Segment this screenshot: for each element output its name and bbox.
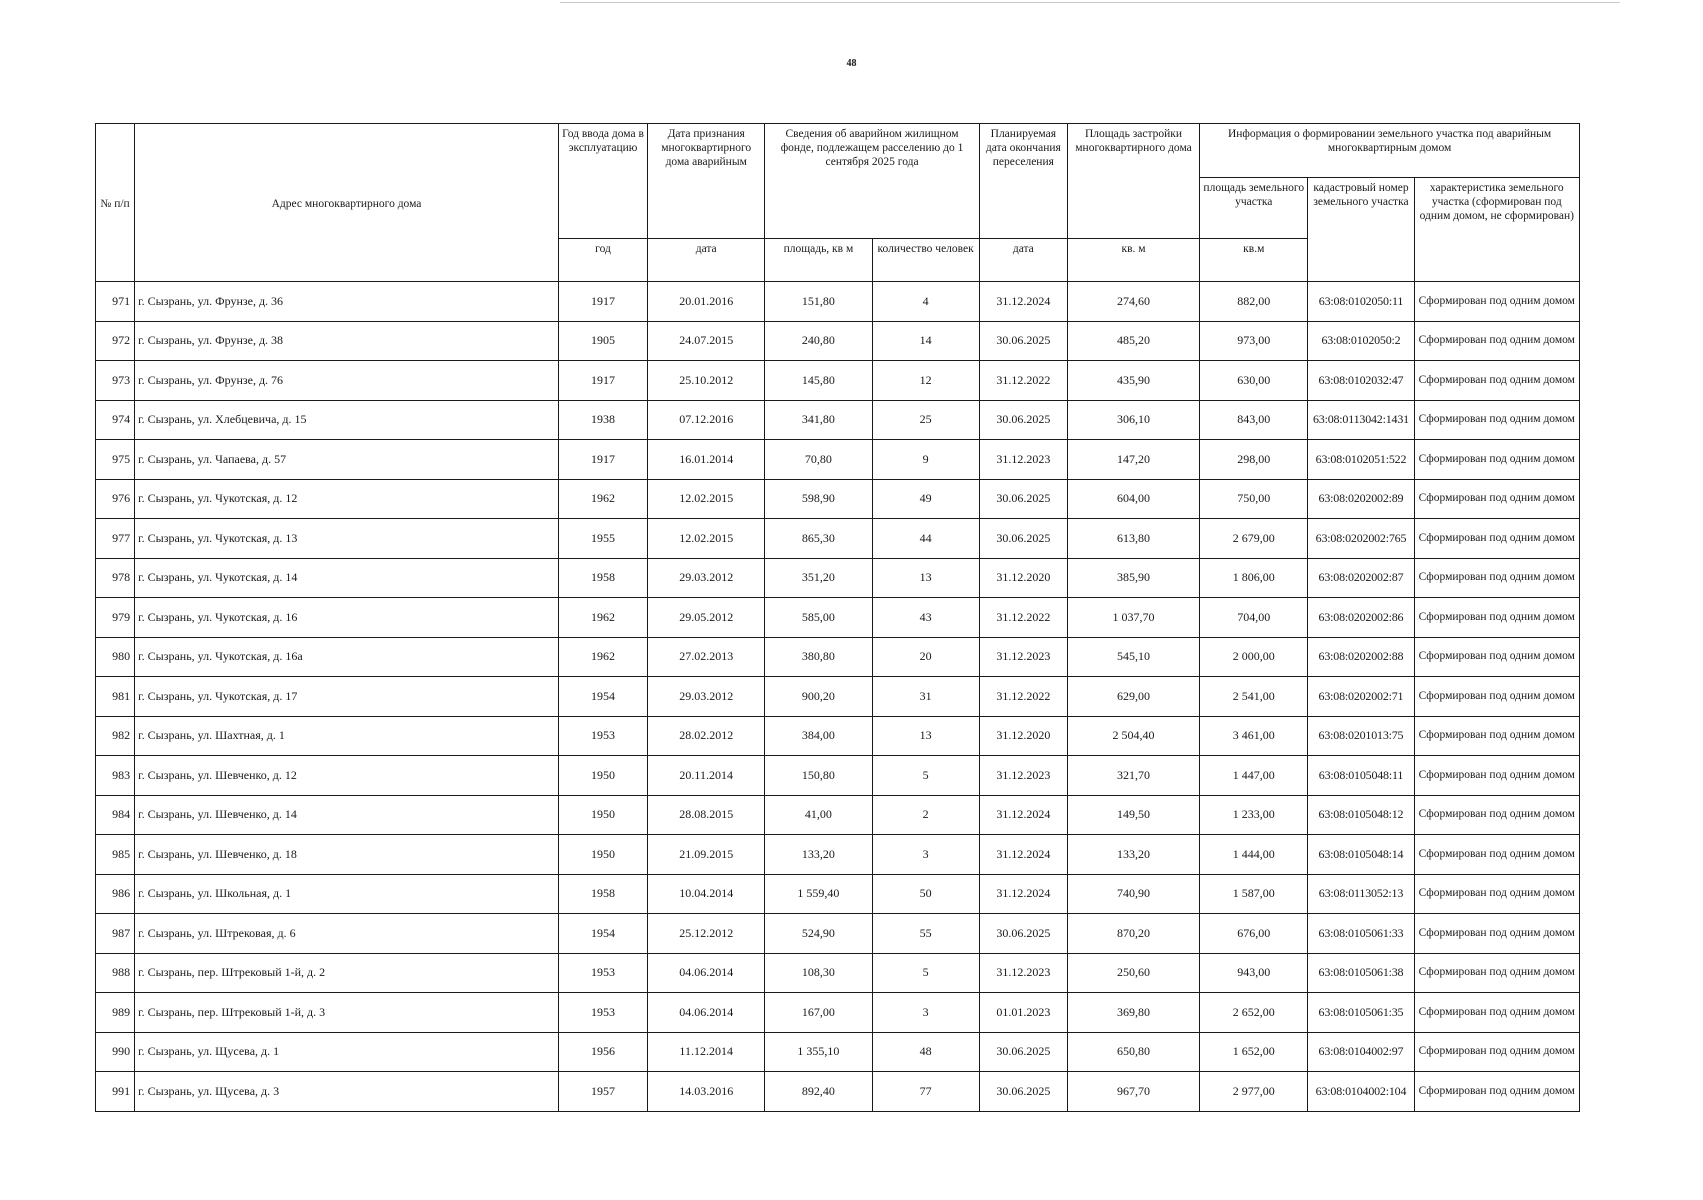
cell-planned: 31.12.2022 (979, 598, 1067, 638)
cell-year: 1953 (558, 716, 647, 756)
header-fund: Сведения об аварийном жилищном фонде, подлежащем расселению до 1 сентября 2025 года (765, 124, 979, 239)
cell-num: 990 (96, 1032, 135, 1072)
cell-num: 976 (96, 479, 135, 519)
cell-building-area: 147,20 (1067, 440, 1199, 480)
cell-land-area: 630,00 (1200, 361, 1308, 401)
cell-num: 991 (96, 1072, 135, 1112)
cell-building-area: 133,20 (1067, 835, 1199, 875)
cell-planned: 31.12.2024 (979, 795, 1067, 835)
cell-planned: 30.06.2025 (979, 519, 1067, 559)
cell-building-area: 1 037,70 (1067, 598, 1199, 638)
cell-recognized: 04.06.2014 (648, 993, 765, 1033)
cell-people: 25 (872, 400, 979, 440)
cell-people: 77 (872, 1072, 979, 1112)
cell-address: г. Сызрань, ул. Фрунзе, д. 38 (135, 321, 559, 361)
cell-characteristic: Сформирован под одним домом (1414, 1072, 1579, 1112)
cell-area: 167,00 (765, 993, 872, 1033)
cell-address: г. Сызрань, ул. Чукотская, д. 14 (135, 558, 559, 598)
cell-people: 13 (872, 716, 979, 756)
unit-year: год (558, 239, 647, 282)
table-row (96, 1032, 1580, 1072)
cell-characteristic: Сформирован под одним домом (1414, 282, 1579, 322)
cell-land-area: 2 000,00 (1200, 637, 1308, 677)
cell-address: г. Сызрань, ул. Шевченко, д. 18 (135, 835, 559, 875)
cell-area: 133,20 (765, 835, 872, 875)
table-row (96, 993, 1580, 1033)
cell-people: 5 (872, 756, 979, 796)
cell-year: 1950 (558, 835, 647, 875)
table-row (96, 282, 1580, 322)
table-row (96, 756, 1580, 796)
cell-planned: 31.12.2022 (979, 677, 1067, 717)
cell-people: 12 (872, 361, 979, 401)
cell-characteristic: Сформирован под одним домом (1414, 479, 1579, 519)
cell-recognized: 25.10.2012 (648, 361, 765, 401)
cell-year: 1954 (558, 677, 647, 717)
cell-building-area: 149,50 (1067, 795, 1199, 835)
cell-building-area: 740,90 (1067, 874, 1199, 914)
cell-num: 981 (96, 677, 135, 717)
cell-recognized: 16.01.2014 (648, 440, 765, 480)
cell-characteristic: Сформирован под одним домом (1414, 558, 1579, 598)
cell-year: 1958 (558, 874, 647, 914)
cell-planned: 30.06.2025 (979, 1072, 1067, 1112)
cell-cadastral: 63:08:0202002:86 (1308, 598, 1414, 638)
table-row (96, 874, 1580, 914)
cell-planned: 30.06.2025 (979, 1032, 1067, 1072)
cell-characteristic: Сформирован под одним домом (1414, 321, 1579, 361)
cell-cadastral: 63:08:0104002:104 (1308, 1072, 1414, 1112)
cell-year: 1955 (558, 519, 647, 559)
cell-year: 1962 (558, 598, 647, 638)
cell-num: 987 (96, 914, 135, 954)
cell-characteristic: Сформирован под одним домом (1414, 993, 1579, 1033)
cell-land-area: 298,00 (1200, 440, 1308, 480)
cell-people: 2 (872, 795, 979, 835)
cell-people: 31 (872, 677, 979, 717)
unit-land-area: кв.м (1200, 239, 1308, 282)
cell-cadastral: 63:08:0102051:522 (1308, 440, 1414, 480)
cell-num: 984 (96, 795, 135, 835)
cell-num: 985 (96, 835, 135, 875)
cell-recognized: 28.02.2012 (648, 716, 765, 756)
cell-recognized: 29.05.2012 (648, 598, 765, 638)
cell-cadastral: 63:08:0202002:89 (1308, 479, 1414, 519)
cell-recognized: 10.04.2014 (648, 874, 765, 914)
unit-recognition-date: дата (648, 239, 765, 282)
cell-year: 1917 (558, 282, 647, 322)
cell-cadastral: 63:08:0201013:75 (1308, 716, 1414, 756)
cell-address: г. Сызрань, ул. Чукотская, д. 17 (135, 677, 559, 717)
scan-edge-line (560, 2, 1620, 3)
cell-recognized: 27.02.2013 (648, 637, 765, 677)
cell-characteristic: Сформирован под одним домом (1414, 874, 1579, 914)
table-body (96, 282, 1580, 1112)
cell-building-area: 385,90 (1067, 558, 1199, 598)
cell-people: 5 (872, 953, 979, 993)
cell-recognized: 20.01.2016 (648, 282, 765, 322)
cell-building-area: 485,20 (1067, 321, 1199, 361)
cell-land-area: 750,00 (1200, 479, 1308, 519)
cell-area: 70,80 (765, 440, 872, 480)
cell-year: 1905 (558, 321, 647, 361)
cell-address: г. Сызрань, ул. Чапаева, д. 57 (135, 440, 559, 480)
cell-land-area: 843,00 (1200, 400, 1308, 440)
cell-address: г. Сызрань, ул. Шевченко, д. 14 (135, 795, 559, 835)
cell-year: 1958 (558, 558, 647, 598)
cell-planned: 31.12.2023 (979, 637, 1067, 677)
cell-year: 1917 (558, 440, 647, 480)
cell-land-area: 2 652,00 (1200, 993, 1308, 1033)
cell-building-area: 613,80 (1067, 519, 1199, 559)
cell-address: г. Сызрань, пер. Штрековый 1-й, д. 3 (135, 993, 559, 1033)
cell-land-area: 1 806,00 (1200, 558, 1308, 598)
unit-planned-date: дата (979, 239, 1067, 282)
cell-planned: 01.01.2023 (979, 993, 1067, 1033)
unit-building-area: кв. м (1067, 239, 1199, 282)
cell-area: 900,20 (765, 677, 872, 717)
cell-people: 20 (872, 637, 979, 677)
cell-year: 1962 (558, 637, 647, 677)
cell-planned: 31.12.2020 (979, 558, 1067, 598)
cell-recognized: 04.06.2014 (648, 953, 765, 993)
cell-area: 151,80 (765, 282, 872, 322)
cell-num: 972 (96, 321, 135, 361)
cell-building-area: 2 504,40 (1067, 716, 1199, 756)
cell-num: 979 (96, 598, 135, 638)
cell-characteristic: Сформирован под одним домом (1414, 756, 1579, 796)
cell-cadastral: 63:08:0113042:1431 (1308, 400, 1414, 440)
header-num: № п/п (96, 124, 135, 282)
header-land-info: Информация о формировании земельного участка под аварийным многоквартирным домом (1200, 124, 1580, 178)
cell-area: 598,90 (765, 479, 872, 519)
cell-planned: 31.12.2024 (979, 874, 1067, 914)
cell-recognized: 24.07.2015 (648, 321, 765, 361)
unit-area: площадь, кв м (765, 239, 872, 282)
cell-building-area: 274,60 (1067, 282, 1199, 322)
cell-recognized: 12.02.2015 (648, 479, 765, 519)
cell-address: г. Сызрань, пер. Штрековый 1-й, д. 2 (135, 953, 559, 993)
cell-cadastral: 63:08:0102050:2 (1308, 321, 1414, 361)
table-row (96, 479, 1580, 519)
cell-cadastral: 63:08:0105048:11 (1308, 756, 1414, 796)
cell-address: г. Сызрань, ул. Щусева, д. 3 (135, 1072, 559, 1112)
cell-people: 44 (872, 519, 979, 559)
cell-recognized: 12.02.2015 (648, 519, 765, 559)
cell-address: г. Сызрань, ул. Щусева, д. 1 (135, 1032, 559, 1072)
table-row (96, 953, 1580, 993)
header-land-area: площадь земельного участка (1200, 178, 1308, 239)
cell-people: 49 (872, 479, 979, 519)
header-recognition-date: Дата признания многоквартирного дома аварийным (648, 124, 765, 239)
cell-recognized: 29.03.2012 (648, 558, 765, 598)
cell-recognized: 20.11.2014 (648, 756, 765, 796)
cell-land-area: 1 444,00 (1200, 835, 1308, 875)
cell-year: 1957 (558, 1072, 647, 1112)
cell-area: 1 559,40 (765, 874, 872, 914)
cell-recognized: 29.03.2012 (648, 677, 765, 717)
cell-year: 1956 (558, 1032, 647, 1072)
cell-building-area: 870,20 (1067, 914, 1199, 954)
cell-building-area: 306,10 (1067, 400, 1199, 440)
cell-area: 1 355,10 (765, 1032, 872, 1072)
cell-planned: 31.12.2022 (979, 361, 1067, 401)
cell-land-area: 882,00 (1200, 282, 1308, 322)
cell-area: 341,80 (765, 400, 872, 440)
cell-building-area: 435,90 (1067, 361, 1199, 401)
cell-area: 351,20 (765, 558, 872, 598)
table-row (96, 598, 1580, 638)
cell-land-area: 1 587,00 (1200, 874, 1308, 914)
header-planned-date: Планируемая дата окончания переселения (979, 124, 1067, 239)
cell-recognized: 21.09.2015 (648, 835, 765, 875)
cell-area: 585,00 (765, 598, 872, 638)
cell-year: 1938 (558, 400, 647, 440)
table-row (96, 914, 1580, 954)
cell-land-area: 2 679,00 (1200, 519, 1308, 559)
cell-area: 108,30 (765, 953, 872, 993)
cell-building-area: 545,10 (1067, 637, 1199, 677)
cell-building-area: 369,80 (1067, 993, 1199, 1033)
cell-address: г. Сызрань, ул. Школьная, д. 1 (135, 874, 559, 914)
cell-building-area: 321,70 (1067, 756, 1199, 796)
cell-num: 971 (96, 282, 135, 322)
cell-characteristic: Сформирован под одним домом (1414, 400, 1579, 440)
table-row (96, 677, 1580, 717)
cell-land-area: 2 541,00 (1200, 677, 1308, 717)
cell-land-area: 676,00 (1200, 914, 1308, 954)
cell-area: 380,80 (765, 637, 872, 677)
cell-area: 865,30 (765, 519, 872, 559)
cell-cadastral: 63:08:0202002:765 (1308, 519, 1414, 559)
cell-building-area: 604,00 (1067, 479, 1199, 519)
cell-planned: 30.06.2025 (979, 400, 1067, 440)
cell-land-area: 2 977,00 (1200, 1072, 1308, 1112)
cell-num: 973 (96, 361, 135, 401)
cell-address: г. Сызрань, ул. Хлебцевича, д. 15 (135, 400, 559, 440)
cell-area: 240,80 (765, 321, 872, 361)
cell-people: 3 (872, 993, 979, 1033)
cell-num: 982 (96, 716, 135, 756)
cell-year: 1953 (558, 993, 647, 1033)
cell-characteristic: Сформирован под одним домом (1414, 716, 1579, 756)
cell-cadastral: 63:08:0202002:88 (1308, 637, 1414, 677)
cell-characteristic: Сформирован под одним домом (1414, 519, 1579, 559)
cell-address: г. Сызрань, ул. Шевченко, д. 12 (135, 756, 559, 796)
cell-num: 989 (96, 993, 135, 1033)
cell-address: г. Сызрань, ул. Чукотская, д. 12 (135, 479, 559, 519)
cell-people: 48 (872, 1032, 979, 1072)
cell-cadastral: 63:08:0105048:14 (1308, 835, 1414, 875)
cell-recognized: 07.12.2016 (648, 400, 765, 440)
cell-recognized: 11.12.2014 (648, 1032, 765, 1072)
cell-characteristic: Сформирован под одним домом (1414, 795, 1579, 835)
cell-characteristic: Сформирован под одним домом (1414, 1032, 1579, 1072)
cell-planned: 31.12.2023 (979, 756, 1067, 796)
cell-people: 14 (872, 321, 979, 361)
cell-planned: 31.12.2024 (979, 282, 1067, 322)
header-characteristic: характеристика земельного участка (сформирован под одним домом, не сформирован) (1414, 178, 1579, 282)
cell-area: 892,40 (765, 1072, 872, 1112)
cell-recognized: 28.08.2015 (648, 795, 765, 835)
cell-planned: 30.06.2025 (979, 321, 1067, 361)
cell-building-area: 650,80 (1067, 1032, 1199, 1072)
header-building-area: Площадь застройки многоквартирного дома (1067, 124, 1199, 239)
cell-characteristic: Сформирован под одним домом (1414, 637, 1579, 677)
cell-address: г. Сызрань, ул. Штрековая, д. 6 (135, 914, 559, 954)
cell-year: 1953 (558, 953, 647, 993)
cell-cadastral: 63:08:0102050:11 (1308, 282, 1414, 322)
page-number: 48 (846, 58, 857, 69)
table-row (96, 400, 1580, 440)
cell-characteristic: Сформирован под одним домом (1414, 914, 1579, 954)
cell-cadastral: 63:08:0105048:12 (1308, 795, 1414, 835)
cell-characteristic: Сформирован под одним домом (1414, 835, 1579, 875)
cell-people: 3 (872, 835, 979, 875)
cell-num: 977 (96, 519, 135, 559)
cell-address: г. Сызрань, ул. Чукотская, д. 16 (135, 598, 559, 638)
emergency-housing-table (95, 123, 1580, 1112)
cell-land-area: 1 447,00 (1200, 756, 1308, 796)
cell-people: 43 (872, 598, 979, 638)
cell-cadastral: 63:08:0202002:71 (1308, 677, 1414, 717)
header-year: Год ввода дома в эксплуатацию (558, 124, 647, 239)
cell-num: 980 (96, 637, 135, 677)
cell-people: 13 (872, 558, 979, 598)
unit-people: количество человек (872, 239, 979, 282)
cell-people: 9 (872, 440, 979, 480)
cell-num: 974 (96, 400, 135, 440)
cell-area: 524,90 (765, 914, 872, 954)
cell-num: 978 (96, 558, 135, 598)
cell-people: 4 (872, 282, 979, 322)
header-cadastral: кадастровый номер земельного участка (1308, 178, 1414, 282)
cell-characteristic: Сформирован под одним домом (1414, 440, 1579, 480)
cell-num: 988 (96, 953, 135, 993)
cell-planned: 31.12.2020 (979, 716, 1067, 756)
cell-land-area: 1 652,00 (1200, 1032, 1308, 1072)
cell-characteristic: Сформирован под одним домом (1414, 598, 1579, 638)
cell-recognized: 14.03.2016 (648, 1072, 765, 1112)
table-row (96, 795, 1580, 835)
table-row (96, 321, 1580, 361)
header-address: Адрес многоквартирного дома (135, 124, 559, 282)
cell-land-area: 1 233,00 (1200, 795, 1308, 835)
table-row (96, 440, 1580, 480)
table-header (96, 124, 1580, 282)
cell-planned: 31.12.2023 (979, 953, 1067, 993)
cell-planned: 30.06.2025 (979, 914, 1067, 954)
cell-cadastral: 63:08:0105061:33 (1308, 914, 1414, 954)
cell-address: г. Сызрань, ул. Фрунзе, д. 36 (135, 282, 559, 322)
cell-year: 1950 (558, 795, 647, 835)
cell-year: 1954 (558, 914, 647, 954)
cell-address: г. Сызрань, ул. Фрунзе, д. 76 (135, 361, 559, 401)
cell-characteristic: Сформирован под одним домом (1414, 677, 1579, 717)
cell-building-area: 967,70 (1067, 1072, 1199, 1112)
cell-cadastral: 63:08:0113052:13 (1308, 874, 1414, 914)
cell-characteristic: Сформирован под одним домом (1414, 953, 1579, 993)
cell-cadastral: 63:08:0105061:38 (1308, 953, 1414, 993)
cell-address: г. Сызрань, ул. Шахтная, д. 1 (135, 716, 559, 756)
table-row (96, 519, 1580, 559)
cell-area: 150,80 (765, 756, 872, 796)
cell-building-area: 250,60 (1067, 953, 1199, 993)
cell-address: г. Сызрань, ул. Чукотская, д. 16а (135, 637, 559, 677)
cell-planned: 31.12.2024 (979, 835, 1067, 875)
cell-planned: 30.06.2025 (979, 479, 1067, 519)
cell-land-area: 704,00 (1200, 598, 1308, 638)
table-row (96, 637, 1580, 677)
cell-cadastral: 63:08:0102032:47 (1308, 361, 1414, 401)
table-row (96, 835, 1580, 875)
cell-num: 975 (96, 440, 135, 480)
table-row (96, 558, 1580, 598)
cell-land-area: 943,00 (1200, 953, 1308, 993)
cell-area: 145,80 (765, 361, 872, 401)
cell-cadastral: 63:08:0202002:87 (1308, 558, 1414, 598)
cell-cadastral: 63:08:0104002:97 (1308, 1032, 1414, 1072)
cell-building-area: 629,00 (1067, 677, 1199, 717)
cell-year: 1962 (558, 479, 647, 519)
table-row (96, 1072, 1580, 1112)
cell-land-area: 3 461,00 (1200, 716, 1308, 756)
table-row (96, 361, 1580, 401)
cell-area: 384,00 (765, 716, 872, 756)
cell-year: 1917 (558, 361, 647, 401)
cell-people: 50 (872, 874, 979, 914)
cell-characteristic: Сформирован под одним домом (1414, 361, 1579, 401)
cell-cadastral: 63:08:0105061:35 (1308, 993, 1414, 1033)
cell-people: 55 (872, 914, 979, 954)
cell-num: 983 (96, 756, 135, 796)
cell-land-area: 973,00 (1200, 321, 1308, 361)
cell-address: г. Сызрань, ул. Чукотская, д. 13 (135, 519, 559, 559)
cell-num: 986 (96, 874, 135, 914)
cell-recognized: 25.12.2012 (648, 914, 765, 954)
cell-area: 41,00 (765, 795, 872, 835)
table-row (96, 716, 1580, 756)
cell-planned: 31.12.2023 (979, 440, 1067, 480)
cell-year: 1950 (558, 756, 647, 796)
